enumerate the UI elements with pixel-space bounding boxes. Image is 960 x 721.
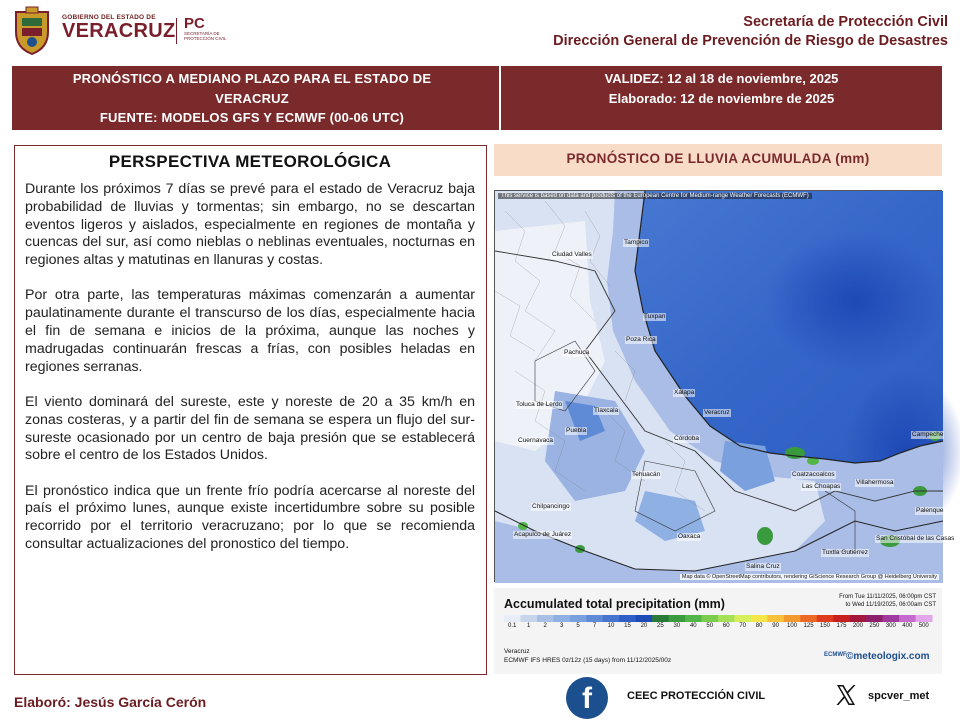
rain-forecast-title: PRONÓSTICO DE LLUVIA ACUMULADA (mm) bbox=[494, 144, 942, 176]
legend-to: to Wed 11/19/2025, 06:00am CST bbox=[845, 602, 936, 608]
city-label: Villahermosa bbox=[856, 479, 894, 486]
city-label: Campeche bbox=[912, 431, 944, 438]
header-title-directorate: Dirección General de Prevención de Riesgo de Desastres bbox=[553, 33, 948, 49]
facebook-account-label[interactable]: CEEC PROTECCIÓN CIVIL bbox=[627, 690, 766, 702]
city-label: Coatzacoalcos bbox=[792, 471, 835, 478]
city-label: Tehuacán bbox=[632, 471, 661, 478]
x-account-label[interactable]: spcver_met bbox=[868, 690, 930, 702]
legend-color-swatch bbox=[767, 615, 784, 622]
meteologix-logo: ©meteologix.com bbox=[846, 651, 930, 662]
precipitation-map bbox=[494, 190, 955, 582]
legend-tick-label: 40 bbox=[689, 623, 697, 629]
legend-tick-label: 50 bbox=[706, 623, 714, 629]
city-label: Tuxtla Gutiérrez bbox=[822, 549, 868, 556]
legend-color-swatch bbox=[800, 615, 817, 622]
city-label: San Cristóbal de las Casas bbox=[876, 535, 955, 542]
legend-color-swatch bbox=[916, 615, 933, 622]
legend-color-swatch bbox=[883, 615, 900, 622]
city-label: Puebla bbox=[566, 427, 587, 434]
perspective-title: PERSPECTIVA METEOROLÓGICA bbox=[108, 152, 392, 171]
legend-tick-label: 30 bbox=[673, 623, 681, 629]
legend-color-swatch bbox=[751, 615, 768, 622]
legend-color-swatch bbox=[734, 615, 751, 622]
legend-color-swatch bbox=[520, 615, 537, 622]
legend-location: Veracruz bbox=[504, 648, 530, 655]
city-label: Tuxpan bbox=[644, 313, 666, 320]
banner-title-line2: VERACRUZ bbox=[215, 90, 289, 106]
legend-color-swatch bbox=[553, 615, 570, 622]
legend-tick-label: 80 bbox=[755, 623, 763, 629]
pc-logo bbox=[184, 16, 230, 41]
city-label: Tlaxcala bbox=[594, 407, 619, 414]
legend-color-swatch bbox=[899, 615, 916, 622]
legend-tick-label: 150 bbox=[819, 623, 831, 629]
city-label: Toluca de Lerdo bbox=[516, 401, 563, 408]
legend-color-swatch bbox=[784, 615, 801, 622]
legend-tick-label: 500 bbox=[918, 623, 929, 629]
legend-tick-labels bbox=[504, 623, 932, 635]
pc-logo-letters: PC bbox=[184, 15, 205, 32]
logo-state-name: VERACRUZ bbox=[62, 20, 176, 42]
legend-from: From Tue 11/11/2025, 06:00pm CST bbox=[839, 594, 936, 600]
legend-title: Accumulated total precipitation (mm) bbox=[504, 597, 725, 611]
legend-color-swatch bbox=[603, 615, 620, 622]
legend-tick-label: 2 bbox=[543, 623, 547, 629]
legend-tick-label: 300 bbox=[885, 623, 896, 629]
city-label: Las Choapas bbox=[802, 483, 841, 490]
city-label: Palenque bbox=[916, 507, 944, 514]
city-label: Xalapa bbox=[674, 389, 695, 396]
legend-tick-label: 3 bbox=[559, 623, 564, 629]
veracruz-coat-of-arms-icon bbox=[12, 6, 52, 56]
banner-validity-dates: VALIDEZ: 12 al 18 de noviembre, 2025 bbox=[604, 71, 839, 86]
legend-period bbox=[839, 593, 936, 609]
x-twitter-icon[interactable] bbox=[834, 683, 858, 707]
legend-tick-label: 1 bbox=[527, 623, 531, 629]
city-label: Pachuca bbox=[564, 349, 590, 356]
logo-government-label: GOBIERNO DEL ESTADO DE bbox=[62, 14, 156, 21]
legend-color-swatch bbox=[866, 615, 883, 622]
legend-tick-label: 7 bbox=[592, 623, 597, 629]
legend-tick-label: 200 bbox=[852, 623, 863, 629]
legend-color-swatch bbox=[669, 615, 686, 622]
legend-color-swatch bbox=[702, 615, 719, 622]
legend-color-swatch bbox=[850, 615, 867, 622]
city-label: Veracruz bbox=[704, 409, 730, 416]
city-label: Tampico bbox=[624, 239, 649, 246]
pc-logo-subtitle: SECRETARÍA DE PROTECCIÓN CIVIL bbox=[184, 31, 227, 41]
facebook-icon[interactable]: f bbox=[566, 677, 608, 719]
logo-separator bbox=[176, 18, 177, 44]
legend-tick-label: 250 bbox=[869, 623, 880, 629]
legend-color-swatch bbox=[619, 615, 636, 622]
legend-color-swatch bbox=[652, 615, 669, 622]
header-title-secretariat: Secretaría de Protección Civil bbox=[743, 14, 948, 30]
legend-color-swatch bbox=[586, 615, 603, 622]
legend-tick-label: 10 bbox=[607, 623, 615, 629]
legend-color-scale bbox=[504, 615, 932, 622]
city-label: Chilpancingo bbox=[532, 503, 570, 510]
banner-title-line1: PRONÓSTICO A MEDIANO PLAZO PARA EL ESTADO DE bbox=[72, 71, 432, 86]
legend-color-swatch bbox=[504, 615, 521, 622]
perspective-paragraph-temperature: Por otra parte, las temperaturas máximas comenzarán a aumentar paulatinamente durante el transcurso de los días, especialmente hacia el fin de semana e inicios de la próxima, aunque las noches y madrugadas continuarán frescas a frías, con posibles heladas en regiones serranas. bbox=[25, 287, 475, 375]
banner-source: FUENTE: MODELOS GFS Y ECMWF (00-06 UTC) bbox=[99, 110, 405, 125]
legend-tick-label: 100 bbox=[787, 623, 798, 629]
banner-forecast-title bbox=[12, 69, 492, 128]
meteorological-perspective-box bbox=[14, 145, 487, 675]
perspective-paragraph-rain: Durante los próximos 7 días se prevé para el estado de Veracruz baja probabilidad de lluvias y tormentas; sin embargo, no se descartan eventos ligeros y aislados, especialmente en regiones de montaña y cuencas del sur, así como nieblas o neblinas eventuales, nocturnas en regiones altas y matutinas en llanuras y costas. bbox=[25, 181, 475, 269]
legend-tick-label: 175 bbox=[836, 623, 847, 629]
legend-tick-label: 15 bbox=[624, 623, 631, 629]
legend-color-swatch bbox=[636, 615, 653, 622]
city-label: Cuernavaca bbox=[518, 437, 554, 444]
map-credit-osm: Map data © OpenStreetMap contributors, rendering GIScience Research Group @ Heidelberg University bbox=[681, 574, 937, 580]
ecmwf-logo: ECMWF bbox=[824, 652, 847, 658]
legend-color-swatch bbox=[685, 615, 702, 622]
legend-model-info bbox=[504, 647, 671, 665]
precipitation-legend bbox=[494, 588, 942, 674]
city-label: Acapulco de Juárez bbox=[514, 531, 572, 538]
legend-color-swatch bbox=[570, 615, 587, 622]
legend-tick-label: 25 bbox=[657, 623, 664, 629]
legend-color-swatch bbox=[817, 615, 834, 622]
forecast-banner bbox=[12, 66, 942, 130]
legend-color-swatch bbox=[537, 615, 554, 622]
legend-model: ECMWF IFS HRES 0z/12z (15 days) from 11/12/2025/00z bbox=[504, 657, 672, 664]
header-titles bbox=[553, 13, 948, 51]
city-label: Poza Rica bbox=[626, 336, 656, 343]
legend-tick-label: 90 bbox=[772, 623, 779, 629]
banner-prepared-date: Elaborado: 12 de noviembre de 2025 bbox=[608, 90, 835, 106]
legend-tick-label: 20 bbox=[640, 623, 648, 629]
legend-tick-label: 60 bbox=[722, 623, 730, 629]
author-credit: Elaboró: Jesús García Cerón bbox=[14, 694, 207, 710]
legend-color-swatch bbox=[718, 615, 735, 622]
header bbox=[0, 0, 960, 62]
legend-tick-label: 70 bbox=[739, 623, 747, 629]
city-label: Córdoba bbox=[674, 435, 699, 442]
city-label: Oaxaca bbox=[678, 533, 701, 540]
city-label: Salina Cruz bbox=[746, 563, 780, 570]
logo-text bbox=[62, 14, 182, 41]
precipitation-map-graphic bbox=[495, 191, 943, 583]
perspective-paragraph-cold-front: El pronóstico indica que un frente frío podría acercarse al noreste del país el próximo lunes, aunque existe incertidumbre sobre su posible recorrido por el territorio veracruzano; por lo que se recomienda consultar actualizaciones del pronostico del tiempo. bbox=[25, 482, 475, 553]
legend-color-swatch bbox=[833, 615, 850, 622]
legend-tick-label: 5 bbox=[576, 623, 580, 629]
perspective-paragraph-wind: El viento dominará del sureste, este y noreste de 20 a 35 km/h en zonas costeras, y a partir del fin de semana se espera un flujo del sur-sureste ocasionado por un centro de baja presión que se establecerá sobre el centro de los Estados Unidos. bbox=[25, 393, 475, 464]
city-label: Ciudad Valles bbox=[552, 251, 592, 258]
legend-tick-label: 125 bbox=[803, 623, 814, 629]
banner-validity bbox=[501, 69, 942, 108]
legend-tick-label: 400 bbox=[902, 623, 913, 629]
legend-tick-label: 0.1 bbox=[508, 623, 517, 629]
map-credit-ecmwf: This service is based on data and products of the European Centre for Medium-range Weather Forecasts (ECMWF) bbox=[498, 193, 812, 199]
